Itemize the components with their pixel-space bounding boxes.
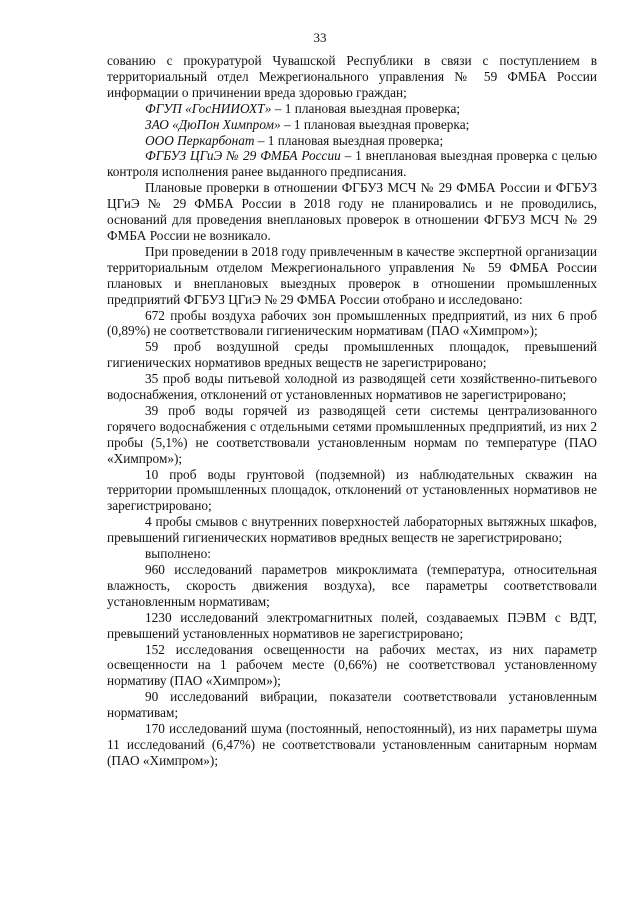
organization-name: ООО Перкарбонат	[145, 132, 255, 148]
paragraph	[107, 180, 597, 244]
paragraph-text: 90 исследований вибрации, показатели соответствовали установленным нормативам;	[107, 689, 597, 721]
paragraph-text: – 1 плановая выездная проверка;	[254, 132, 444, 148]
paragraph	[107, 117, 597, 133]
organization-name: ФГУП «ГосНИИОХТ»	[145, 100, 272, 116]
paragraph-text: 960 исследований параметров микроклимата (температура, относительная влажность, скорость движения воздуха), все параметры соответствовали установленным нормативам;	[107, 562, 597, 609]
organization-name: ЗАО «ДюПон Химпром»	[145, 116, 281, 132]
paragraph	[107, 689, 597, 721]
paragraph-text: – 1 плановая выездная проверка;	[280, 116, 470, 132]
paragraph-text: 35 проб воды питьевой холодной из разводящей сети хозяйственно-питьевого водоснабжения, отклонений от установленных нормативов не зарегистрировано;	[107, 371, 597, 403]
paragraph-text: При проведении в 2018 году привлеченным в качестве экспертной организации территориальным отделом Межрегионального управления № 59 ФМБА России плановых и внеплановых выездных проверок в отношении промышленных предприятий ФГБУЗ ЦГиЭ № 29 ФМБА России отобрано и исследовано:	[107, 243, 597, 307]
paragraph-text: 170 исследований шума (постоянный, непостоянный), из них параметры шума 11 исследований (6,47%) не соответствовали установленным санитарным нормам (ПАО «Химпром»);	[107, 721, 597, 768]
page-number: 33	[313, 30, 327, 45]
paragraph	[107, 371, 597, 403]
paragraph	[107, 562, 597, 610]
paragraph	[107, 610, 597, 642]
paragraph	[107, 403, 597, 467]
paragraph	[107, 101, 597, 117]
paragraph	[107, 546, 597, 562]
paragraph-text: Плановые проверки в отношении ФГБУЗ МСЧ № 29 ФМБА России и ФГБУЗ ЦГиЭ № 29 ФМБА России в 2018 году не планировались и не проводились, оснований для проведения внеплановых проверок в отношении ФГБУЗ МСЧ № 29 ФМБА России не возникало.	[107, 180, 597, 243]
paragraph	[107, 642, 597, 690]
organization-name: ФГБУЗ ЦГиЭ № 29 ФМБА России	[145, 148, 341, 164]
paragraph-text: 152 исследования освещенности на рабочих местах, из них параметр освещенности на 1 рабочем месте (0,66%) не соответствовал установленному нормативу (ПАО «Химпром»);	[107, 641, 597, 689]
paragraph-text: 672 пробы воздуха рабочих зон промышленных предприятий, из них 6 проб (0,89%) не соответствовали гигиеническим нормативам (ПАО «Химпром»);	[107, 307, 597, 339]
paragraph	[107, 53, 597, 101]
paragraph-text: – 1 внеплановая выездная проверка с целью контроля исполнения ранее выданного предписания.	[107, 148, 598, 180]
paragraph	[107, 721, 597, 769]
paragraph	[107, 467, 597, 515]
paragraph-text: 4 пробы смывов с внутренних поверхностей лабораторных вытяжных шкафов, превышений гигиенических нормативов вредных веществ не зарегистрировано;	[107, 514, 597, 546]
paragraph	[107, 339, 597, 371]
paragraph-text: выполнено:	[145, 546, 211, 562]
paragraph-text: сованию с прокуратурой Чувашской Республики в связи с поступлением в территориальный отдел Межрегионального управления № 59 ФМБА России информации о причинении вреда здоровью граждан;	[107, 53, 597, 100]
document-body	[107, 53, 597, 769]
paragraph-text: – 1 плановая выездная проверка;	[271, 100, 461, 116]
paragraph-text: 59 проб воздушной среды промышленных площадок, превышений гигиенических нормативов вредных веществ не зарегистрировано;	[107, 339, 597, 371]
paragraph	[107, 244, 597, 308]
paragraph	[107, 133, 597, 149]
paragraph	[107, 514, 597, 546]
paragraph	[107, 308, 597, 340]
paragraph-text: 39 проб воды горячей из разводящей сети системы централизованного горячего водоснабжения с отдельными сетями промышленных предприятий, из них 2 пробы (5,1%) не соответствовали установленным нормам по температуре (ПАО «Химпром»);	[107, 402, 597, 466]
paragraph	[107, 148, 597, 180]
paragraph-text: 1230 исследований электромагнитных полей, создаваемых ПЭВМ с ВДТ, превышений установленных нормативов не зарегистрировано;	[107, 609, 597, 641]
paragraph-text: 10 проб воды грунтовой (подземной) из наблюдательных скважин на территории промышленных площадок, отклонений от установленных нормативов не зарегистрировано;	[107, 466, 597, 514]
